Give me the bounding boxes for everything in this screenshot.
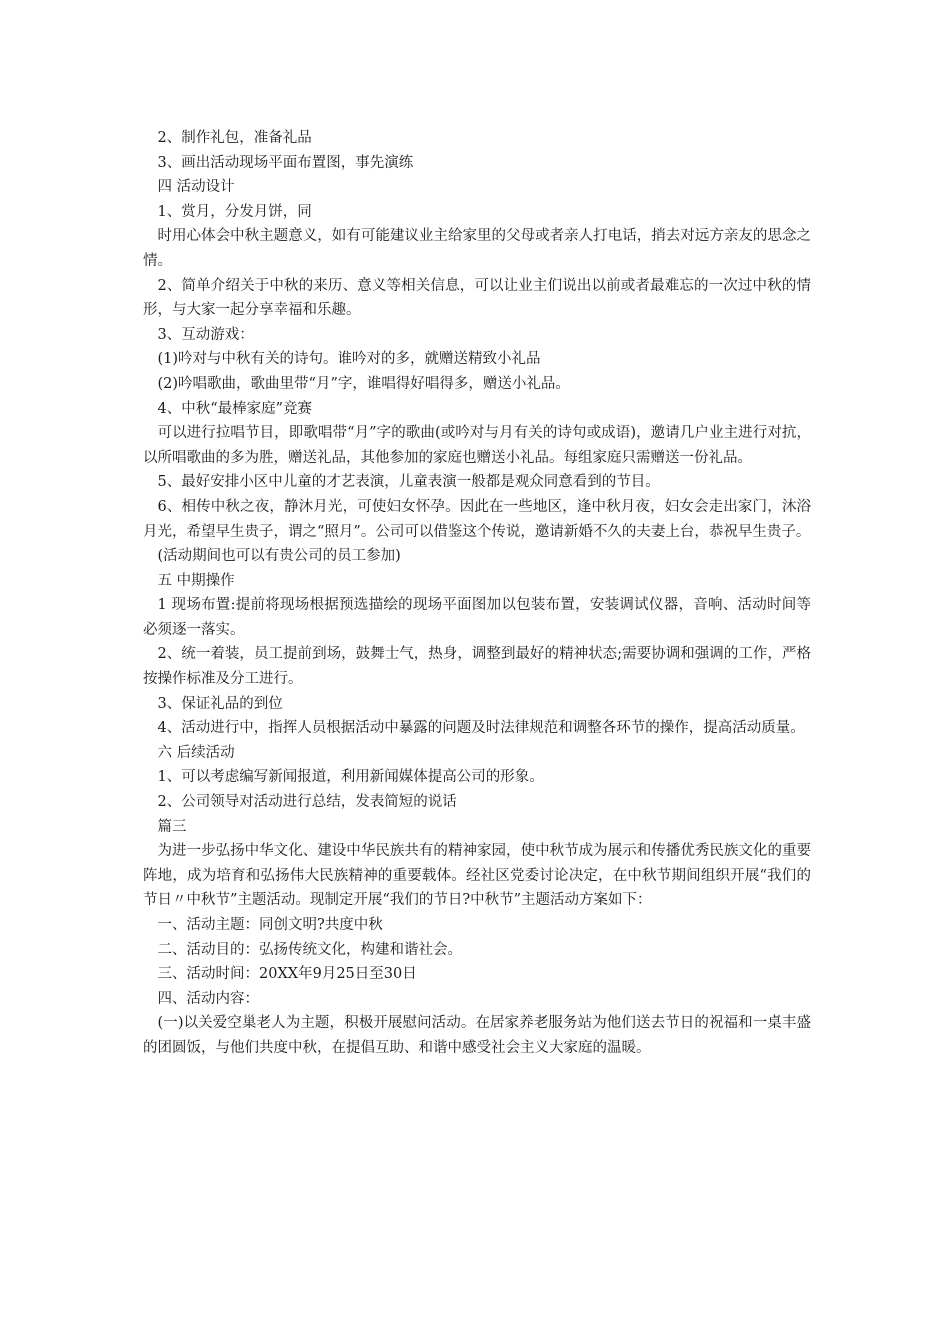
paragraph: 3、保证礼品的到位 xyxy=(157,695,283,712)
paragraph: 时用心体会中秋主题意义，如有可能建议业主给家里的父母或者亲人打电话，捎去对远方亲友的思念之情。 xyxy=(143,228,811,269)
paragraph: 1、可以考虑编写新闻报道，利用新闻媒体提高公司的形象。 xyxy=(157,769,544,786)
paragraph: 一、活动主题：同创文明?共度中秋 xyxy=(157,917,383,933)
document-body xyxy=(143,126,811,1061)
section-heading: 篇三 xyxy=(157,818,187,835)
paragraph: 2、简单介绍关于中秋的来历、意义等相关信息，可以让业主们说出以前或者最难忘的一次过中秋的情形，与大家一起分享幸福和乐趣。 xyxy=(143,277,811,319)
section-heading: 五 中期操作 xyxy=(157,572,235,589)
paragraph: 6、相传中秋之夜，静沐月光，可使妇女怀孕。因此在一些地区，逢中秋月夜，妇女会走出家门，沐浴月光，希望早生贵子，谓之“照月”。公司可以借鉴这个传说，邀请新婚不久的夫妻上台，恭祝早生贵子。 xyxy=(143,498,811,540)
paragraph: 1 现场布置:提前将现场根据预选描绘的现场平面图加以包装布置，安装调试仪器，音响、活动时间等必须逐一落实。 xyxy=(143,597,811,638)
paragraph: 三、活动时间：20XX年9月25日至30日 xyxy=(157,966,417,983)
paragraph: 4、中秋“最棒家庭”竞赛 xyxy=(157,400,313,417)
section-heading: 六 后续活动 xyxy=(157,744,235,761)
section-heading: 四 活动设计 xyxy=(157,179,235,196)
paragraph: (活动期间也可以有贵公司的员工参加) xyxy=(157,548,401,565)
paragraph: 四、活动内容： xyxy=(157,990,259,1007)
paragraph: 为进一步弘扬中华文化、建设中华民族共有的精神家园，使中秋节成为展示和传播优秀民族文化的重要阵地，成为培育和弘扬伟大民族精神的重要载体。经社区党委讨论决定，在中秋节期间组织开展“我们的节日〃中秋节”主题活动。现制定开展“我们的节日?中秋节”主题活动方案如下： xyxy=(143,843,811,909)
paragraph: (2)吟唱歌曲，歌曲里带“月”字，谁唱得好唱得多，赠送小礼品。 xyxy=(157,375,570,392)
paragraph: (一)以关爱空巢老人为主题，积极开展慰问活动。在居家养老服务站为他们送去节日的祝福和一桌丰盛的团圆饭，与他们共度中秋，在提倡互助、和谐中感受社会主义大家庭的温暖。 xyxy=(143,1015,811,1056)
paragraph: 4、活动进行中，指挥人员根据活动中暴露的问题及时法律规范和调整各环节的操作，提高活动质量。 xyxy=(157,720,805,737)
paragraph: 可以进行拉唱节目，即歌唱带“月”字的歌曲(或吟对与月有关的诗句或成语)，邀请几户业主进行对抗，以所唱歌曲的多为胜，赠送礼品，其他参加的家庭也赠送小礼品。每组家庭只需赠送一份礼品。 xyxy=(143,425,811,466)
paragraph: 5、最好安排小区中儿童的才艺表演，儿童表演一般都是观众同意看到的节目。 xyxy=(157,474,660,491)
paragraph: 1、赏月，分发月饼，同 xyxy=(157,203,312,220)
paragraph: 3、互动游戏： xyxy=(157,326,254,343)
paragraph: (1)吟对与中秋有关的诗句。谁吟对的多，就赠送精致小礼品 xyxy=(157,351,541,368)
paragraph: 2、制作礼包，准备礼品 xyxy=(157,130,312,146)
paragraph: 3、画出活动现场平面布置图，事先演练 xyxy=(157,154,414,171)
paragraph: 2、统一着装，员工提前到场，鼓舞士气，热身，调整到最好的精神状态;需要协调和强调的工作，严格按操作标准及分工进行。 xyxy=(143,646,811,688)
paragraph: 二、活动目的：弘扬传统文化，构建和谐社会。 xyxy=(157,941,462,958)
paragraph: 2、公司领导对活动进行总结，发表简短的说话 xyxy=(157,794,457,811)
